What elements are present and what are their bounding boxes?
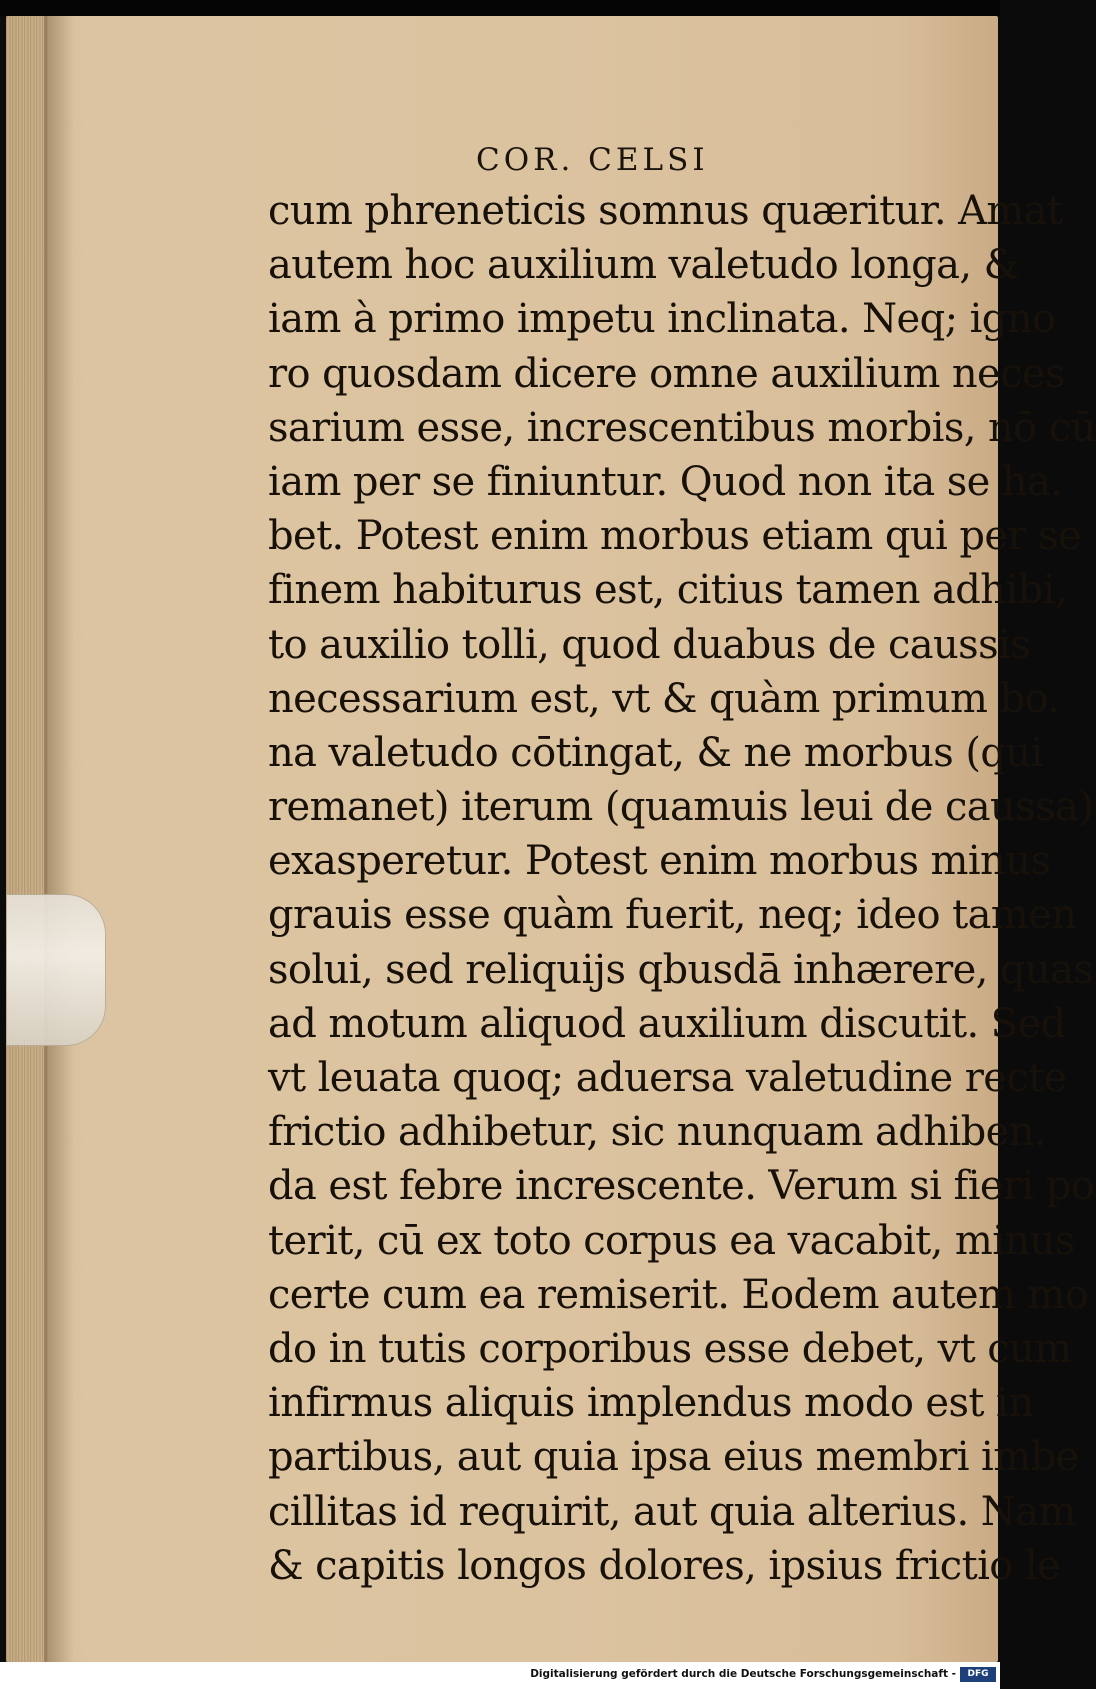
text-line: partibus, aut quia ipsa eius membri imbe	[268, 1434, 1079, 1481]
text-line: iam per se finiuntur. Quod non ita se ha.	[268, 458, 1063, 505]
text-line: terit, cū ex toto corpus ea vacabit, minus	[268, 1217, 1075, 1264]
body-text	[268, 184, 1096, 1593]
text-line: frictio adhibetur, sic nunquam adhiben.	[268, 1109, 1047, 1156]
text-line: autem hoc auxilium valetudo longa, &	[268, 242, 1019, 289]
text-line: to auxilio tolli, quod duabus de caussis	[268, 621, 1031, 668]
running-header: COR. CELSI	[476, 142, 709, 178]
text-line: finem habiturus est, citius tamen adhibi,	[268, 567, 1067, 614]
digitization-footer	[0, 1662, 1000, 1689]
text-line: ad motum aliquod auxilium discutit. Sed	[268, 1000, 1066, 1047]
text-line: iam à primo impetu inclinata. Neq; igno	[268, 296, 1056, 343]
funding-credit: Digitalisierung gefördert durch die Deutsche Forschungsgemeinschaft -	[530, 1668, 956, 1680]
text-line: exasperetur. Potest enim morbus minus	[268, 838, 1051, 885]
text-line: bet. Potest enim morbus etiam qui per se	[268, 513, 1082, 560]
page-edges	[6, 16, 48, 1662]
text-line: cillitas id requirit, aut quia alterius. Nam	[268, 1488, 1076, 1535]
text-line: certe cum ea remiserit. Eodem autem mo	[268, 1271, 1089, 1318]
text-line: necessarium est, vt & quàm primum bo.	[268, 675, 1060, 722]
text-line: sarium esse, increscentibus morbis, nō cū	[268, 404, 1096, 451]
text-line: na valetudo cōtingat, & ne morbus (qui	[268, 729, 1043, 776]
text-line: da est febre increscente. Verum si fieri po	[268, 1163, 1095, 1210]
dfg-logo: DFG	[960, 1667, 996, 1682]
text-line: & capitis longos dolores, ipsius frictio le	[268, 1542, 1061, 1589]
text-line: ro quosdam dicere omne auxilium neces	[268, 350, 1065, 397]
text-line: do in tutis corporibus esse debet, vt cum	[268, 1325, 1072, 1372]
text-line: infirmus aliquis implendus modo est in	[268, 1380, 1034, 1427]
page-clip	[6, 894, 106, 1046]
text-line: vt leuata quoq; aduersa valetudine recte	[268, 1055, 1067, 1101]
scan-top-border	[0, 0, 1000, 16]
book-page	[6, 16, 1096, 1662]
spine-shadow	[44, 16, 74, 1662]
text-line: remanet) iterum (quamuis leui de caussa)	[268, 784, 1094, 831]
text-line: cum phreneticis somnus quæritur. Amat	[268, 188, 1063, 234]
text-line: solui, sed reliquijs qbusdā inhærere, quas	[268, 946, 1094, 993]
text-line: grauis esse quàm fuerit, neq; ideo tamen	[268, 892, 1077, 939]
